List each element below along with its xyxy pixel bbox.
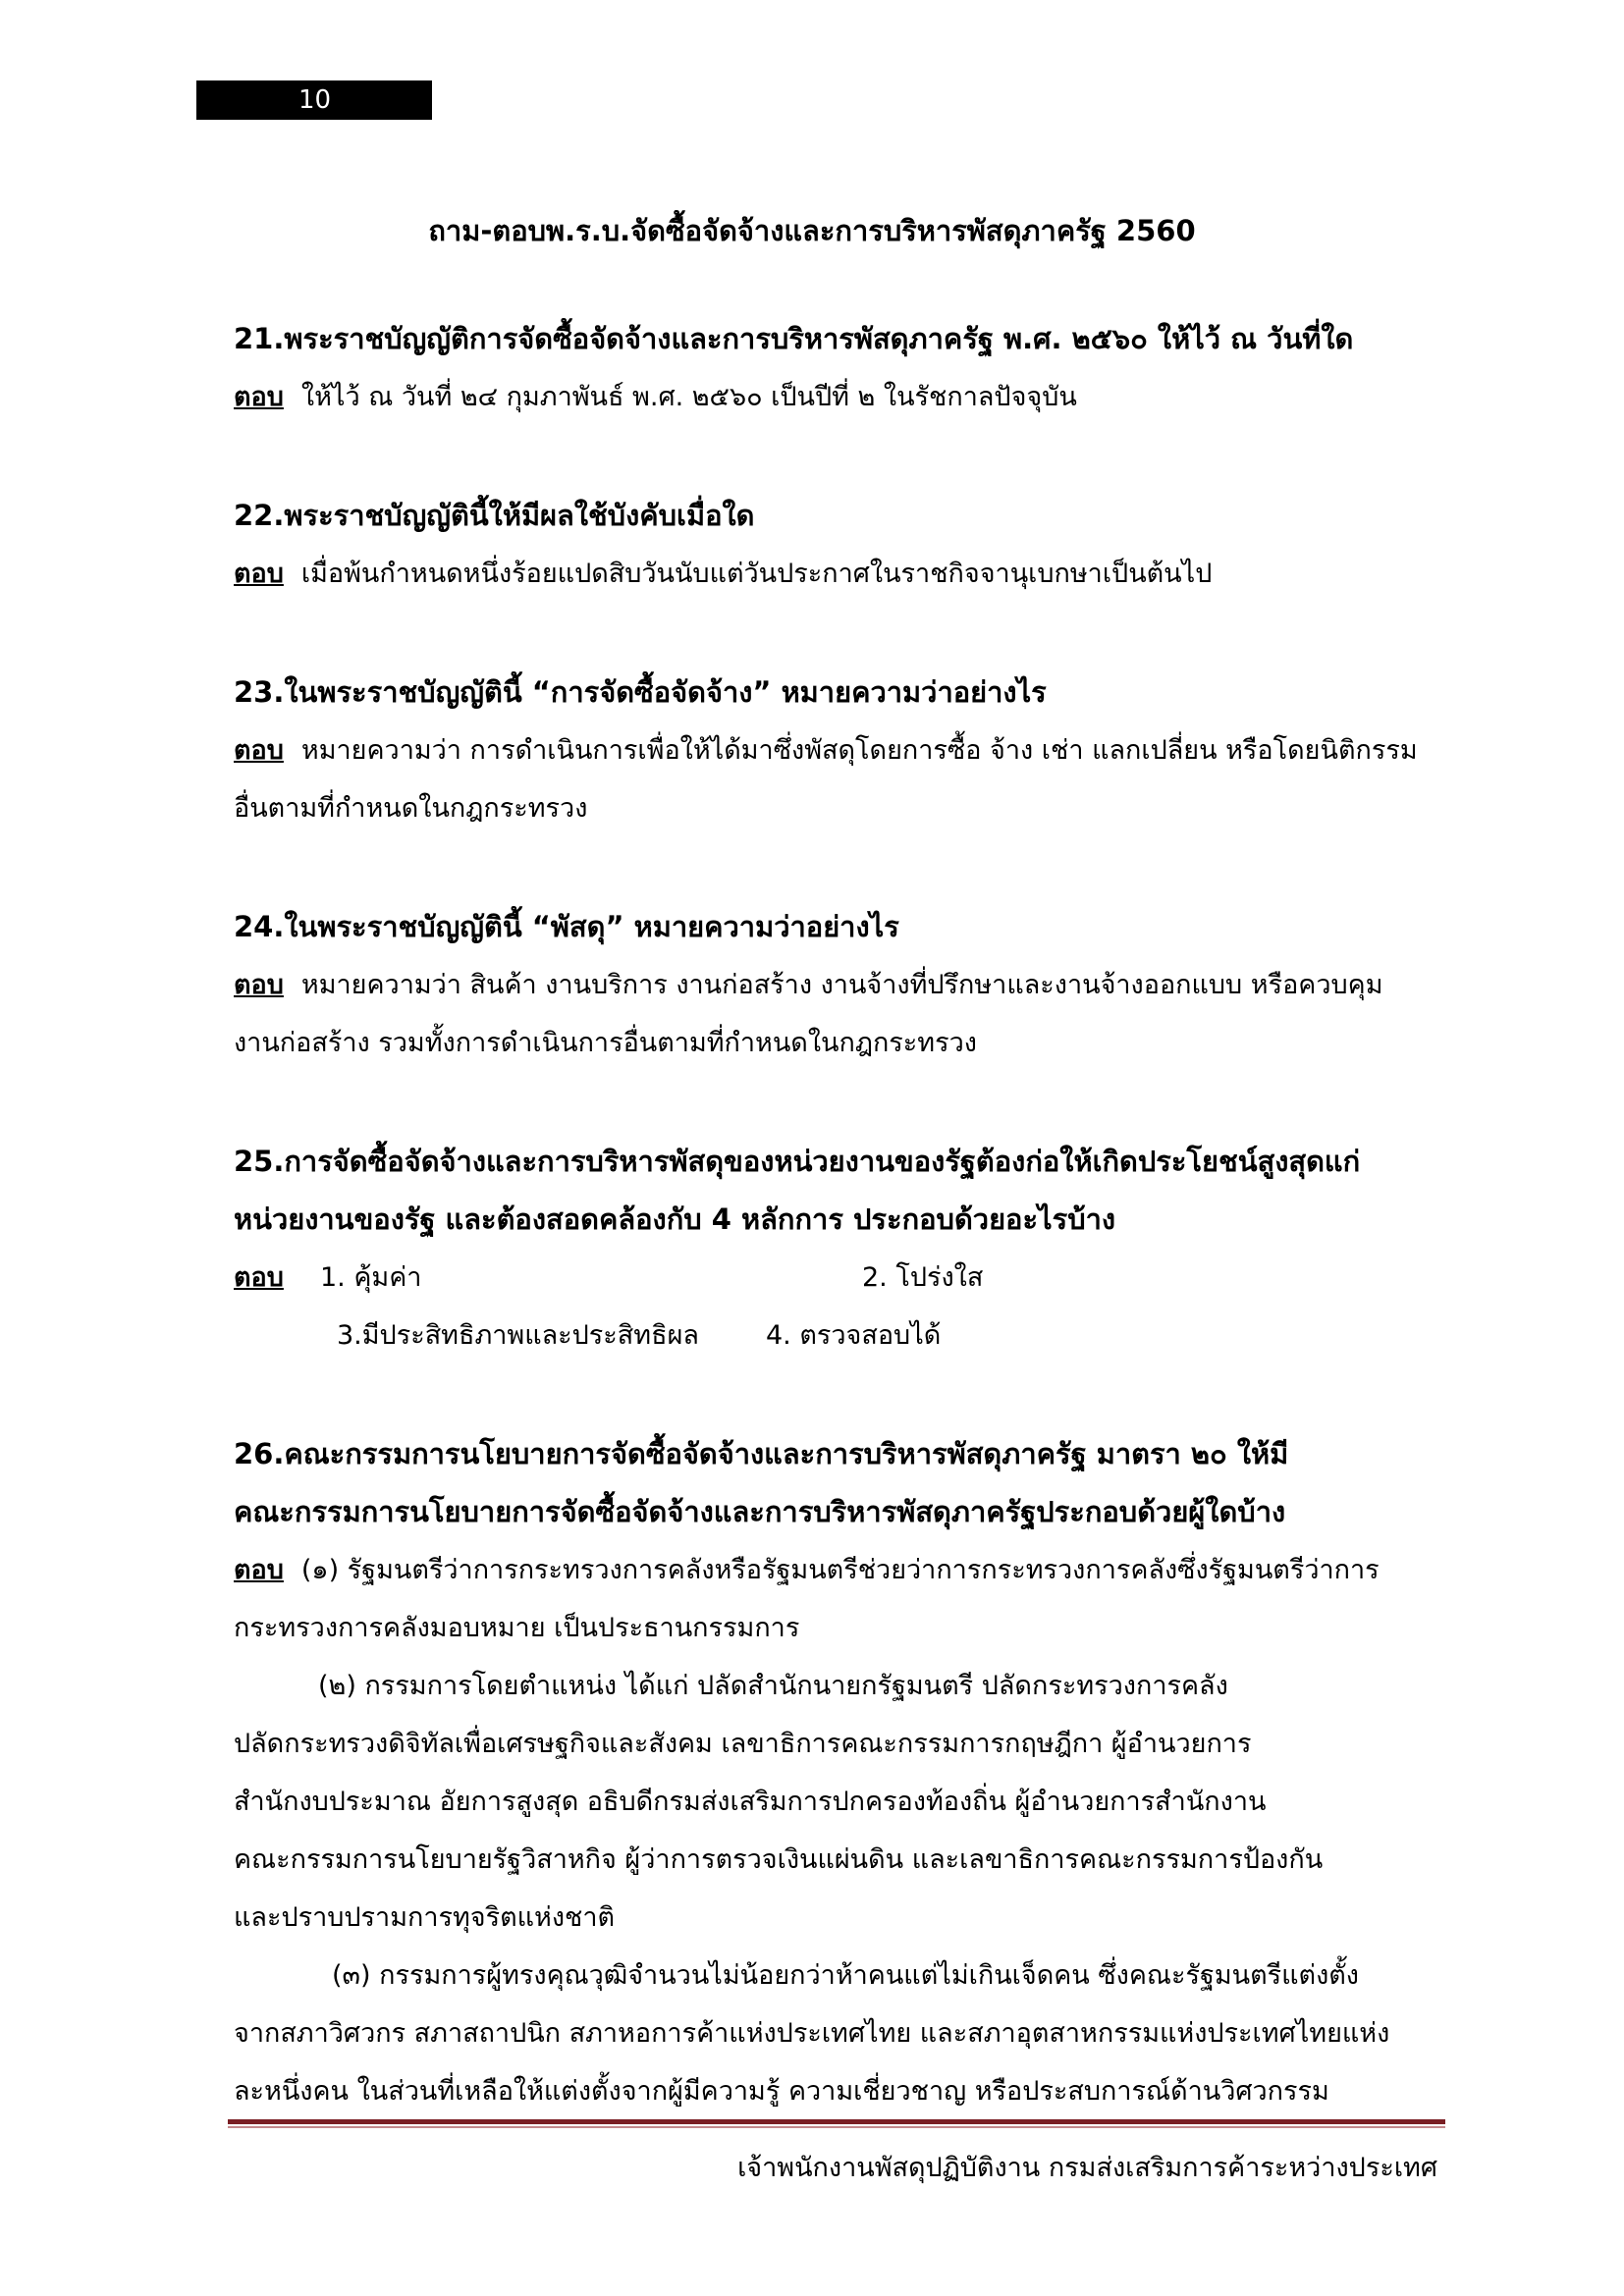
answer-23-cont: อื่นตามที่กำหนดในกฎกระทรวง	[234, 793, 588, 824]
answer-22	[234, 545, 1451, 603]
principle-item: 1. คุ้มค่า	[320, 1262, 422, 1293]
answer-26-item-3-cont: จากสภาวิศวกร สภาสถาปนิก สภาหอการค้าแห่งประเทศไทย และสภาอุตสาหกรรมแห่งประเทศไทยแห่ง	[234, 2018, 1390, 2049]
footer-divider-thin	[228, 2126, 1445, 2128]
document-title: ถาม-ตอบพ.ร.บ.จัดซื้อจัดจ้างและการบริหารพัสดุภาครัฐ 2560	[428, 214, 1196, 247]
answer-text: ให้ไว้ ณ วันที่ ๒๔ กุมภาพันธ์ พ.ศ. ๒๕๖๐ เป็นปีที่ ๒ ในรัชกาลปัจจุบัน	[300, 382, 1077, 412]
answer-24	[234, 956, 1451, 1014]
answer-text: เมื่อพ้นกำหนดหนึ่งร้อยแปดสิบวันนับแต่วันประกาศในราชกิจจานุเบกษาเป็นต้นไป	[300, 559, 1213, 589]
question-25: 25.การจัดซื้อจัดจ้างและการบริหารพัสดุของหน่วยงานของรัฐต้องก่อให้เกิดประโยชน์สูงสุดแก่	[234, 1145, 1361, 1178]
answer-26-item-1	[234, 1541, 1451, 1599]
question-24: 24.ในพระราชบัญญัตินี้ “พัสดุ” หมายความว่าอย่างไร	[234, 910, 899, 943]
principle-item: 4. ตรวจสอบได้	[766, 1320, 942, 1351]
answer-24-cont: งานก่อสร้าง รวมทั้งการดำเนินการอื่นตามที่กำหนดในกฎกระทรวง	[234, 1028, 977, 1058]
answer-26-item-2: (๒) กรรมการโดยตำแหน่ง ได้แก่ ปลัดสำนักนายกรัฐมนตรี ปลัดกระทรวงการคลัง	[318, 1671, 1228, 1701]
question-22: 22.พระราชบัญญัตินี้ให้มีผลใช้บังคับเมื่อใด	[234, 499, 755, 532]
answer-25-row-1	[234, 1249, 1451, 1307]
question-21: 21.พระราชบัญญัติการจัดซื้อจัดจ้างและการบริหารพัสดุภาครัฐ พ.ศ. ๒๕๖๐ ให้ไว้ ณ วันที่ใด	[234, 322, 1354, 355]
answer-label: ตอบ	[234, 559, 284, 589]
answer-text: (๑) รัฐมนตรีว่าการกระทรวงการคลังหรือรัฐมนตรีช่วยว่าการกระทรวงการคลังซึ่งรัฐมนตรีว่าการ	[300, 1555, 1380, 1585]
answer-26-item-3-cont: ละหนึ่งคน ในส่วนที่เหลือให้แต่งตั้งจากผู้มีความรู้ ความเชี่ยวชาญ หรือประสบการณ์ด้านวิศวกรรม	[234, 2076, 1329, 2107]
answer-21	[234, 368, 1451, 426]
question-26: 26.คณะกรรมการนโยบายการจัดซื้อจัดจ้างและการบริหารพัสดุภาครัฐ มาตรา ๒๐ ให้มี	[234, 1437, 1289, 1470]
answer-label: ตอบ	[234, 382, 284, 412]
answer-26-item-1-cont: กระทรวงการคลังมอบหมาย เป็นประธานกรรมการ	[234, 1613, 800, 1643]
qa-item-25	[234, 1133, 1451, 1364]
answer-23	[234, 721, 1451, 779]
qa-item-24	[234, 898, 1451, 1072]
qa-item-22	[234, 487, 1451, 603]
answer-25-row-2	[234, 1307, 1451, 1364]
principle-item: 3.มีประสิทธิภาพและประสิทธิผล	[337, 1320, 699, 1351]
question-23: 23.ในพระราชบัญญัตินี้ “การจัดซื้อจัดจ้าง” หมายความว่าอย่างไร	[234, 675, 1047, 709]
answer-26-item-2-cont: และปราบปรามการทุจริตแห่งชาติ	[234, 1902, 616, 1933]
answer-label: ตอบ	[234, 970, 284, 1000]
answer-label: ตอบ	[234, 735, 284, 766]
footer-divider	[228, 2119, 1445, 2124]
answer-text: หมายความว่า การดำเนินการเพื่อให้ได้มาซึ่งพัสดุโดยการซื้อ จ้าง เช่า แลกเปลี่ยน หรือโดยนิติกรรม	[300, 735, 1418, 766]
qa-content	[234, 310, 1451, 2120]
answer-label: ตอบ	[234, 1262, 284, 1293]
qa-item-26	[234, 1425, 1451, 2120]
page-number: 10	[196, 80, 432, 120]
principle-item: 2. โปร่งใส	[862, 1262, 984, 1293]
qa-item-21	[234, 310, 1451, 426]
qa-item-23	[234, 664, 1451, 837]
answer-label: ตอบ	[234, 1555, 284, 1585]
answer-26-item-2-cont: คณะกรรมการนโยบายรัฐวิสาหกิจ ผู้ว่าการตรวจเงินแผ่นดิน และเลขาธิการคณะกรรมการป้องกัน	[234, 1844, 1324, 1875]
footer-text: เจ้าพนักงานพัสดุปฏิบัติงาน กรมส่งเสริมการค้าระหว่างประเทศ	[737, 2153, 1437, 2183]
answer-26-item-2-cont: ปลัดกระทรวงดิจิทัลเพื่อเศรษฐกิจและสังคม เลขาธิการคณะกรรมการกฤษฎีกา ผู้อำนวยการ	[234, 1729, 1252, 1759]
question-26-cont: คณะกรรมการนโยบายการจัดซื้อจัดจ้างและการบริหารพัสดุภาครัฐประกอบด้วยผู้ใดบ้าง	[234, 1495, 1286, 1528]
answer-26-item-3: (๓) กรรมการผู้ทรงคุณวุฒิจำนวนไม่น้อยกว่าห้าคนแต่ไม่เกินเจ็ดคน ซึ่งคณะรัฐมนตรีแต่งตั้ง	[332, 1960, 1359, 1991]
answer-text: หมายความว่า สินค้า งานบริการ งานก่อสร้าง งานจ้างที่ปรึกษาและงานจ้างออกแบบ หรือควบคุม	[300, 970, 1383, 1000]
question-25-cont: หน่วยงานของรัฐ และต้องสอดคล้องกับ 4 หลักการ ประกอบด้วยอะไรบ้าง	[234, 1202, 1116, 1236]
answer-26-item-2-cont: สำนักงบประมาณ อัยการสูงสุด อธิบดีกรมส่งเสริมการปกครองท้องถิ่น ผู้อำนวยการสำนักงาน	[234, 1787, 1267, 1817]
